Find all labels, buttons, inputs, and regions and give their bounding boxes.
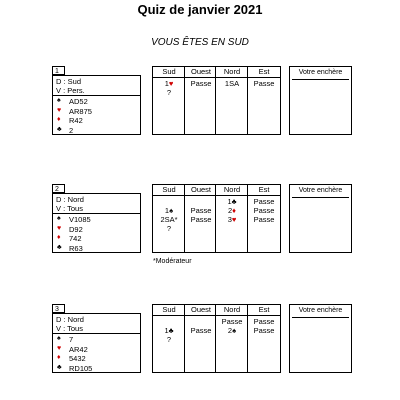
bid-cell: Passe: [253, 215, 275, 224]
bid-cell: ?: [166, 88, 172, 97]
bid-cell: Passe: [221, 317, 243, 326]
suit-icon: ♠: [57, 97, 61, 104]
bid-cell: Passe: [190, 206, 212, 215]
bid-cell: 3♥: [227, 215, 237, 224]
header-divider: [153, 315, 280, 316]
suit-icon: ♣: [57, 125, 62, 133]
bid-header: Ouest: [190, 185, 211, 194]
bid-cell: Passe: [253, 206, 275, 215]
suit-icon: ♣: [57, 363, 62, 371]
hand-box: [52, 193, 141, 253]
vulnerability-label: V : Pers.: [56, 86, 85, 95]
bid-cell: ?: [166, 224, 172, 233]
suit-icon: ♣: [57, 243, 62, 251]
answer-divider: [292, 197, 349, 198]
divider: [53, 95, 140, 96]
hand-box: [52, 313, 141, 373]
moderator-note: *Modérateur: [153, 258, 192, 265]
bid-cell: 1♣: [164, 326, 174, 335]
suit-icon: ♠: [57, 215, 61, 222]
suit-cards: AR42: [69, 344, 88, 354]
divider: [53, 213, 140, 214]
suit-cards: RD105: [69, 363, 93, 373]
bid-cell: 1♠: [164, 206, 174, 215]
suit-icon: ♥: [57, 106, 62, 114]
hand-box: [52, 75, 141, 135]
quiz-block-2: [0, 184, 400, 265]
answer-box[interactable]: [289, 184, 352, 253]
bid-header: Est: [258, 67, 270, 76]
bid-header: Est: [258, 185, 270, 194]
quiz-block-3: [0, 304, 400, 374]
answer-box[interactable]: [289, 304, 352, 373]
bid-header: Ouest: [190, 67, 211, 76]
suit-cards: AR875: [69, 106, 92, 116]
page-subtitle: VOUS ÊTES EN SUD: [151, 37, 249, 48]
suit-cards: 5432: [69, 354, 86, 363]
suit-cards: D92: [69, 224, 83, 234]
vulnerability-label: V : Tous: [56, 324, 83, 333]
suit-cards: R63: [69, 243, 83, 253]
header-divider: [153, 195, 280, 196]
bid-header: Nord: [223, 185, 241, 194]
suit-icon: ♦: [57, 116, 61, 123]
bid-cell: 2♠: [227, 326, 237, 335]
suit-cards: 2: [69, 125, 74, 135]
suit-cards: 742: [69, 234, 82, 243]
bid-header: Nord: [223, 67, 241, 76]
divider: [53, 333, 140, 334]
suit-icon: ♥: [57, 224, 62, 232]
quiz-number: 2: [52, 184, 65, 193]
bid-cell: ?: [166, 335, 172, 344]
bid-cell: 1SA: [224, 79, 240, 88]
answer-label: Votre enchère: [298, 307, 343, 314]
bid-cell: Passe: [253, 79, 275, 88]
answer-divider: [292, 317, 349, 318]
quiz-number: 1: [52, 66, 65, 75]
bid-header: Est: [258, 305, 270, 314]
bid-cell: Passe: [253, 197, 275, 206]
bid-cell: 2♦: [228, 206, 236, 215]
answer-box[interactable]: [289, 66, 352, 135]
bidding-table: [152, 304, 281, 373]
suit-cards: R42: [69, 116, 83, 125]
suit-icon: ♥: [57, 344, 62, 352]
bid-cell: Passe: [253, 326, 275, 335]
dealer-label: D : Nord: [56, 195, 84, 204]
suit-icon: ♠: [57, 335, 61, 342]
bid-cell: 1♣: [227, 197, 237, 206]
bid-cell: 2SA*: [160, 215, 178, 224]
bid-cell: Passe: [190, 326, 212, 335]
quiz-number: 3: [52, 304, 65, 313]
answer-label: Votre enchère: [298, 187, 343, 194]
suit-cards: 7: [69, 335, 74, 344]
bid-cell: Passe: [190, 215, 212, 224]
bid-cell: Passe: [253, 317, 275, 326]
bidding-table: [152, 184, 281, 253]
page-title: Quiz de janvier 2021: [137, 2, 263, 17]
header-divider: [153, 77, 280, 78]
quiz-block-1: [0, 66, 400, 136]
bid-cell: 1♥: [164, 79, 174, 88]
suit-icon: ♦: [57, 234, 61, 241]
bid-header: Sud: [162, 185, 176, 194]
suit-cards: V1085: [69, 215, 91, 224]
vulnerability-label: V : Tous: [56, 204, 83, 213]
bid-header: Sud: [162, 67, 176, 76]
bid-header: Nord: [223, 305, 241, 314]
bidding-table: [152, 66, 281, 135]
bid-cell: Passe: [190, 79, 212, 88]
answer-label: Votre enchère: [298, 69, 343, 76]
bid-header: Sud: [162, 305, 176, 314]
suit-icon: ♦: [57, 354, 61, 361]
dealer-label: D : Sud: [56, 77, 82, 86]
bid-header: Ouest: [190, 305, 211, 314]
dealer-label: D : Nord: [56, 315, 84, 324]
answer-divider: [292, 79, 349, 80]
suit-cards: AD52: [69, 97, 88, 106]
